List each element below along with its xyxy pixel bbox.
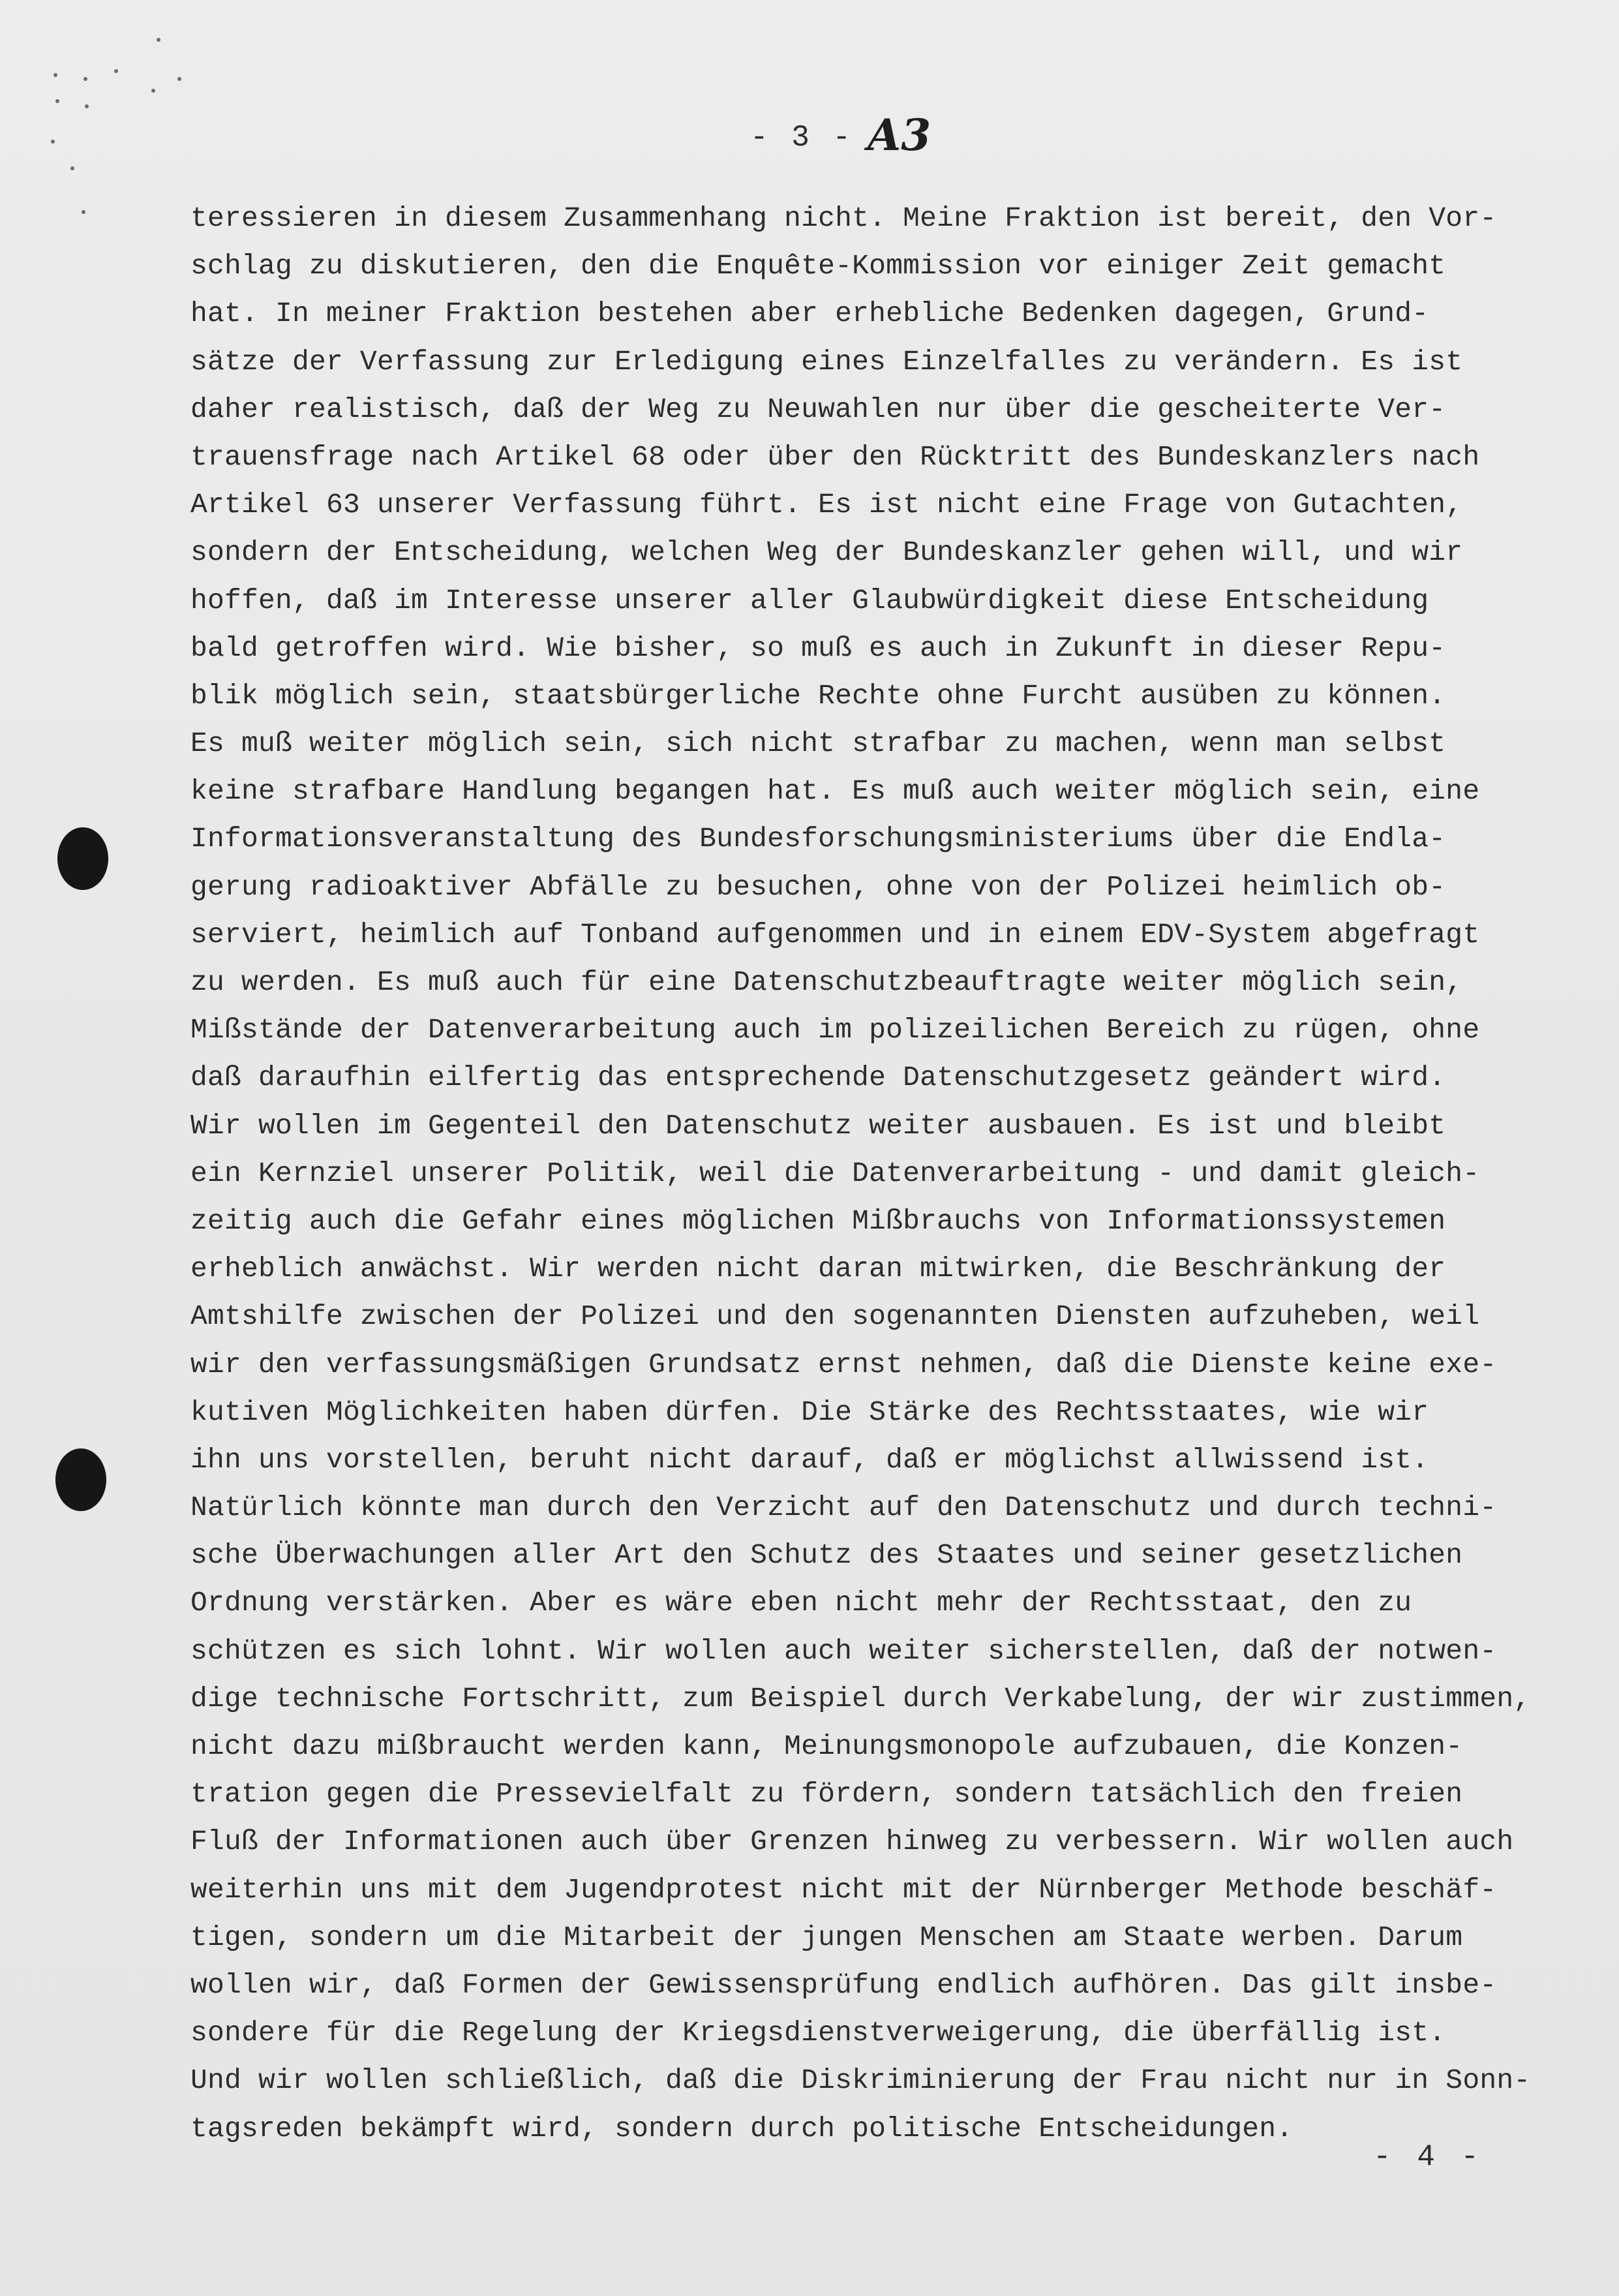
text-line: Wir wollen im Gegenteil den Datenschutz weiter ausbauen. Es ist und bleibt — [190, 1109, 1446, 1142]
text-line: Artikel 63 unserer Verfassung führt. Es ist nicht eine Frage von Gutachten, — [190, 489, 1463, 521]
text-line: Amtshilfe zwischen der Polizei und den sogenannten Diensten aufzuheben, weil — [190, 1300, 1480, 1333]
handwritten-annotation: A3 — [868, 110, 931, 161]
text-line: tration gegen die Pressevielfalt zu fördern, sondern tatsächlich den freien — [190, 1778, 1463, 1811]
punch-hole-lower — [55, 1448, 106, 1511]
body-text — [190, 194, 1531, 2152]
scan-speck — [114, 69, 118, 73]
text-line: Und wir wollen schließlich, daß die Diskriminierung der Frau nicht nur in Sonn- — [190, 2064, 1531, 2097]
text-line: hoffen, daß im Interesse unserer aller Glaubwürdigkeit diese Entscheidung — [190, 584, 1429, 617]
text-line: ein Kernziel unserer Politik, weil die Datenverarbeitung - und damit gleich- — [190, 1157, 1480, 1189]
text-line: schlag zu diskutieren, den die Enquête-Kommission vor einiger Zeit gemacht — [190, 250, 1446, 283]
text-line: erheblich anwächst. Wir werden nicht daran mitwirken, die Beschränkung der — [190, 1253, 1446, 1285]
next-page-marker: - 4 - — [1373, 2140, 1483, 2174]
text-line: weiterhin uns mit dem Jugendprotest nicht mit der Nürnberger Methode beschäf- — [190, 1873, 1497, 1906]
text-line: Fluß der Informationen auch über Grenzen hinweg zu verbessern. Wir wollen auch — [190, 1826, 1514, 1858]
text-line: Es muß weiter möglich sein, sich nicht strafbar zu machen, wenn man selbst — [190, 727, 1446, 760]
text-line: bald getroffen wird. Wie bisher, so muß es auch in Zukunft in dieser Repu- — [190, 632, 1446, 664]
page-number-header: - 3 - — [750, 121, 854, 155]
text-line: tagsreden bekämpft wird, sondern durch politische Entscheidungen. — [190, 2112, 1294, 2145]
text-line: Natürlich könnte man durch den Verzicht auf den Datenschutz und durch techni- — [190, 1492, 1497, 1524]
text-line: gerung radioaktiver Abfälle zu besuchen, ohne von der Polizei heimlich ob- — [190, 870, 1446, 903]
text-line: teressieren in diesem Zusammenhang nicht. Meine Fraktion ist bereit, den Vor- — [190, 202, 1497, 234]
text-line: schützen es sich lohnt. Wir wollen auch weiter sicherstellen, daß der notwen- — [190, 1634, 1497, 1667]
text-line: trauensfrage nach Artikel 68 oder über den Rücktritt des Bundeskanzlers nach — [190, 440, 1480, 473]
text-line: daß daraufhin eilfertig das entsprechende Datenschutzgesetz geändert wird. — [190, 1062, 1446, 1094]
text-line: daher realistisch, daß der Weg zu Neuwahlen nur über die gescheiterte Ver- — [190, 393, 1446, 425]
scan-speck — [151, 89, 155, 93]
text-line: blik möglich sein, staatsbürgerliche Rechte ohne Furcht ausüben zu können. — [190, 679, 1446, 712]
text-line: Ordnung verstärken. Aber es wäre eben nicht mehr der Rechtsstaat, den zu — [190, 1587, 1412, 1619]
text-line: tigen, sondern um die Mitarbeit der jungen Menschen am Staate werben. Darum — [190, 1921, 1463, 1953]
text-line: keine strafbare Handlung begangen hat. Es muß auch weiter möglich sein, eine — [190, 775, 1480, 808]
punch-hole-upper — [57, 827, 108, 890]
scan-speck — [82, 210, 85, 214]
text-line: nicht dazu mißbraucht werden kann, Meinungsmonopole aufzubauen, die Konzen- — [190, 1730, 1463, 1762]
text-line: Mißstände der Datenverarbeitung auch im polizeilichen Bereich zu rügen, ohne — [190, 1014, 1480, 1047]
text-line: sätze der Verfassung zur Erledigung eines Einzelfalles zu verändern. Es ist — [190, 345, 1463, 378]
scan-speck — [51, 140, 55, 144]
scan-speck — [55, 99, 59, 103]
scan-speck — [85, 104, 89, 108]
scan-speck — [53, 73, 57, 77]
text-line: serviert, heimlich auf Tonband aufgenommen und in einem EDV-System abgefragt — [190, 918, 1480, 951]
text-line: dige technische Fortschritt, zum Beispiel durch Verkabelung, der wir zustimmen, — [190, 1682, 1531, 1715]
scan-speck — [83, 77, 87, 81]
text-line: sondere für die Regelung der Kriegsdienstverweigerung, die überfällig ist. — [190, 2017, 1446, 2049]
scan-speck — [177, 77, 181, 81]
text-line: wollen wir, daß Formen der Gewissensprüfung endlich aufhören. Das gilt insbe- — [190, 1968, 1497, 2001]
text-line: zu werden. Es muß auch für eine Datenschutzbeauftragte weiter möglich sein, — [190, 966, 1463, 998]
text-line: wir den verfassungsmäßigen Grundsatz ernst nehmen, daß die Dienste keine exe- — [190, 1348, 1497, 1381]
text-line: ihn uns vorstellen, beruht nicht darauf, daß er möglichst allwissend ist. — [190, 1443, 1429, 1476]
text-line: hat. In meiner Fraktion bestehen aber erhebliche Bedenken dagegen, Grund- — [190, 298, 1429, 330]
text-line: zeitig auch die Gefahr eines möglichen Mißbrauchs von Informationssystemen — [190, 1204, 1446, 1237]
text-line: Informationsveranstaltung des Bundesforschungsministeriums über die Endla- — [190, 823, 1446, 855]
scan-speck — [70, 166, 74, 170]
text-line: kutiven Möglichkeiten haben dürfen. Die Stärke des Rechtsstaates, wie wir — [190, 1396, 1429, 1428]
text-line: sche Überwachungen aller Art den Schutz des Staates und seiner gesetzlichen — [190, 1539, 1463, 1572]
text-line: sondern der Entscheidung, welchen Weg der Bundeskanzler gehen will, und wir — [190, 536, 1463, 569]
scan-speck — [157, 38, 160, 42]
